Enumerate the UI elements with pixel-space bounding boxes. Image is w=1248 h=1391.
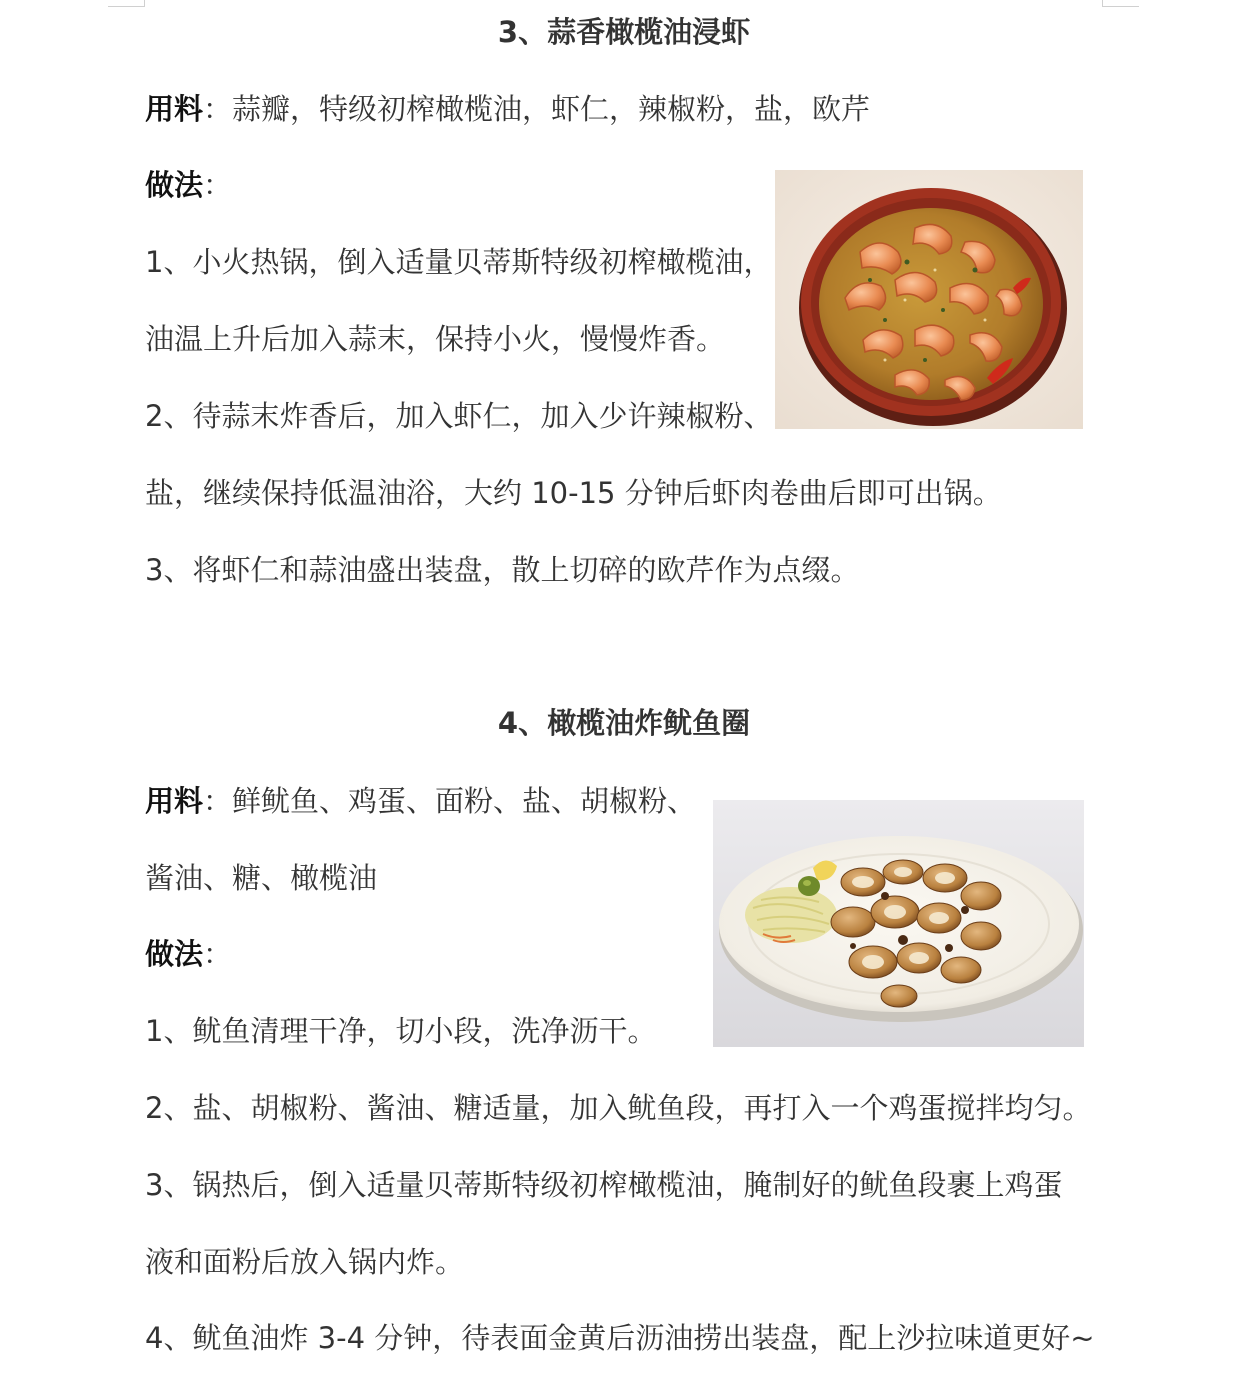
recipe3-step: 3、将虾仁和蒜油盛出装盘，散上切碎的欧芹作为点缀。 [145, 553, 860, 587]
recipe4-step: 1、鱿鱼清理干净，切小段，洗净沥干。 [145, 1014, 657, 1048]
recipe3-method-colon: ： [203, 168, 233, 202]
recipe4-ingredients-label: 用料 [145, 784, 204, 818]
recipe4-ingredients [145, 781, 696, 821]
recipe4-step: 2、盐、胡椒粉、酱油、糖适量，加入鱿鱼段，再打入一个鸡蛋搅拌均匀。 [145, 1091, 1092, 1125]
recipe4-ingredients-text: ：鲜鱿鱼、鸡蛋、面粉、盐、胡椒粉、 [203, 784, 697, 818]
recipe4-method-heading [145, 934, 232, 974]
fried-squid-photo [713, 800, 1084, 1047]
recipe3-method-heading [145, 165, 232, 205]
recipe3-ingredients [145, 89, 870, 129]
recipe3-method-label: 做法 [145, 168, 204, 202]
recipe4-step: 3、锅热后，倒入适量贝蒂斯特级初榨橄榄油，腌制好的鱿鱼段裹上鸡蛋 [145, 1168, 1063, 1202]
recipe4-method-colon: ： [203, 937, 233, 971]
recipe4-method-label: 做法 [145, 937, 204, 971]
recipe3-step: 盐，继续保持低温油浴，大约 10-15 分钟后虾肉卷曲后即可出锅。 [145, 476, 1002, 510]
recipe3-ingredients-label: 用料 [145, 92, 204, 126]
recipe4-step: 4、鱿鱼油炸 3-4 分钟，待表面金黄后沥油捞出装盘，配上沙拉味道更好~ [145, 1321, 1095, 1355]
page-corner-mark-right [1102, 0, 1139, 7]
recipe3-ingredients-text: ：蒜瓣，特级初榨橄榄油，虾仁，辣椒粉，盐，欧芹 [203, 92, 871, 126]
garlic-shrimp-photo [775, 170, 1083, 429]
recipe3-step: 油温上升后加入蒜末，保持小火，慢慢炸香。 [145, 322, 726, 356]
recipe4-ingredients-continued: 酱油、糖、橄榄油 [145, 861, 378, 895]
recipe4-title: 4、橄榄油炸鱿鱼圈 [497, 706, 751, 740]
recipe4-step: 液和面粉后放入锅内炸。 [145, 1245, 465, 1279]
page-corner-mark-left [108, 0, 145, 7]
recipe3-title: 3、蒜香橄榄油浸虾 [497, 15, 751, 49]
recipe3-step: 1、小火热锅，倒入适量贝蒂斯特级初榨橄榄油， [145, 245, 773, 279]
recipe3-step: 2、待蒜末炸香后，加入虾仁，加入少许辣椒粉、 [145, 399, 773, 433]
